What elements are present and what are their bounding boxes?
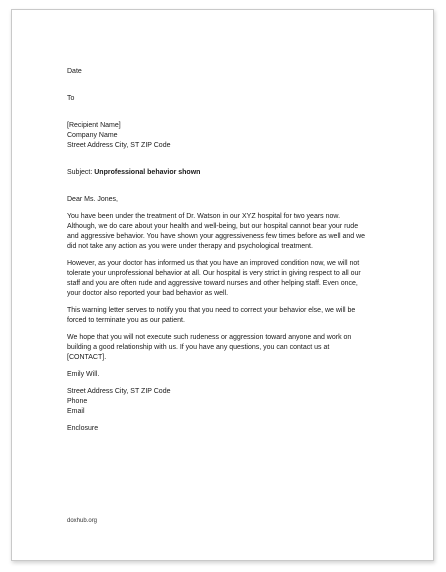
subject-line [67,168,397,178]
paragraph-line: forced to terminate you as our patient. [67,317,185,324]
salutation: Dear Ms. Jones, [67,196,118,203]
sender-address: Street Address City, ST ZIP Code [67,388,171,395]
paragraph-line: We hope that you will not execute such rudeness or aggression toward anyone and work on [67,334,352,341]
footer-site: doxhub.org [67,518,98,524]
recipient-company: Company Name [67,132,118,139]
paragraph-line: However, as your doctor has informed us that you have an improved condition now, we will not [67,260,360,267]
recipient-address: Street Address City, ST ZIP Code [67,142,171,149]
to-label: To [67,95,75,102]
paragraph-line: your doctor also reported your bad behavior as well. [67,290,229,297]
date-label: Date [67,68,82,75]
paragraph-line: building a good relationship with us. If you have any questions, you can contact us at [67,344,330,351]
paragraph-2 [67,259,397,299]
subject-text: Unprofessional behavior shown [94,169,201,176]
paragraph-line: This warning letter serves to notify you that you need to correct your behavior else, we will be [67,307,356,314]
recipient-name: [Recipient Name] [67,122,121,129]
sender-name: Emily Will. [67,371,100,378]
paragraph-line: staff and you are often rude and aggressive toward nurses and other helping staff. Even once, [67,280,358,287]
subject-label: Subject: [67,169,95,176]
enclosure: Enclosure [67,425,99,432]
paragraph-line: Although, we do care about your health and well-being, but our hospital cannot bear your rude [67,223,359,230]
paragraph-1 [67,212,397,252]
paragraph-line: You have been under the treatment of Dr. Watson in our XYZ hospital for two years now. [67,213,341,220]
paragraph-line: did not take any action as you were under therapy and psychological treatment. [67,243,313,250]
sender-phone: Phone [67,398,88,405]
paragraph-line: tolerate your unprofessional behavior at all. Our hospital is very strict in giving respect to all our [67,270,361,277]
paragraph-3 [67,306,397,326]
letter-page [11,9,434,561]
sender-email: Email [67,408,85,415]
paragraph-4 [67,333,397,363]
paragraph-line: and aggressive behavior. You have shown your aggressiveness few times before as well and we [67,233,366,240]
paragraph-line: [CONTACT]. [67,354,107,361]
letter-body [67,67,397,434]
